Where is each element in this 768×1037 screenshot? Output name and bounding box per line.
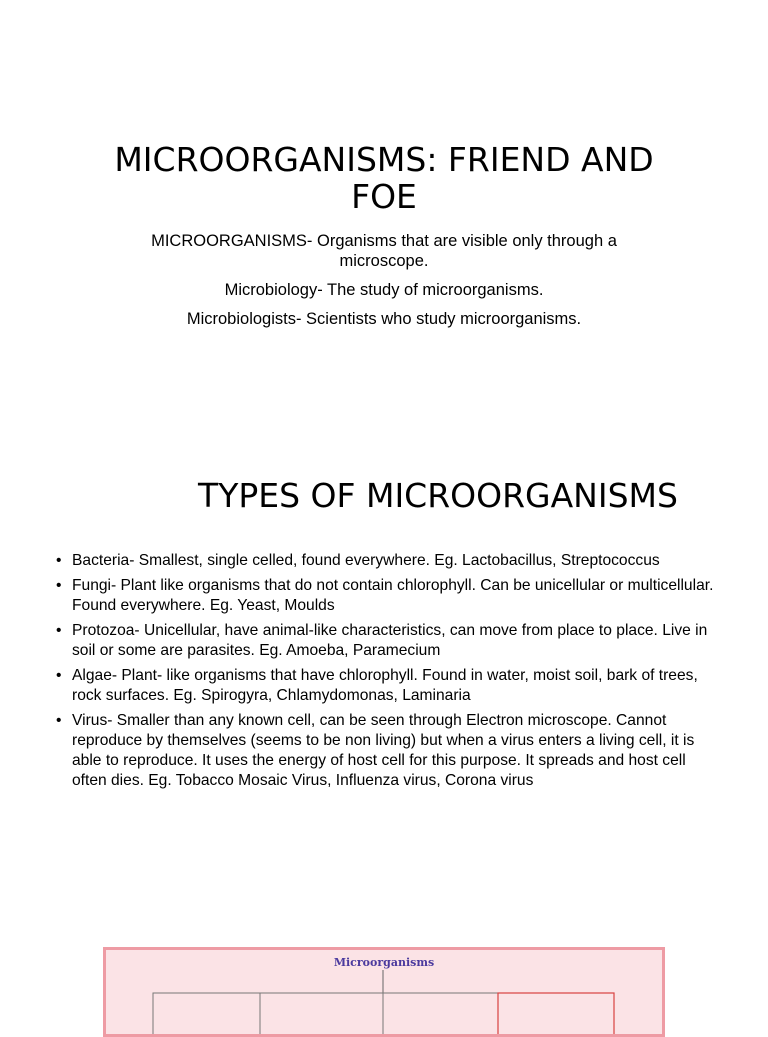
- list-item-bacteria: [56, 551, 716, 571]
- bullet-icon: •: [56, 577, 62, 594]
- types-heading: TYPES OF MICROORGANISMS: [198, 476, 678, 515]
- list-item-text: Fungi- Plant like organisms that do not contain chlorophyll. Can be unicellular or multicellular. Found everywhere. Eg. Yeast, Moulds: [72, 577, 714, 614]
- bullet-icon: •: [56, 622, 62, 639]
- definition-microbiologists: Microbiologists- Scientists who study microorganisms.: [186, 310, 582, 328]
- diagram-tree: [106, 950, 662, 1034]
- definitions-block: [110, 231, 658, 338]
- definition-microorganisms: MICROORGANISMS- Organisms that are visible only through a microscope.: [151, 232, 617, 270]
- list-item-text: Protozoa- Unicellular, have animal-like characteristics, can move from place to place. Live in soil or some are parasites. Eg. Amoeba, Paramecium: [72, 622, 708, 659]
- diagram-box-3: [383, 993, 498, 1034]
- bullet-icon: •: [56, 552, 62, 569]
- diagram-box-2: [260, 993, 383, 1034]
- diagram-box-4: [498, 993, 614, 1034]
- diagram-box-1: [153, 993, 260, 1034]
- list-item-protozoa: [56, 621, 716, 661]
- definition-microbiology: Microbiology- The study of microorganisms.: [224, 281, 544, 299]
- bullet-icon: •: [56, 667, 62, 684]
- bullet-icon: •: [56, 712, 62, 729]
- list-item-text: Virus- Smaller than any known cell, can be seen through Electron microscope. Cannot reproduce by themselves (seems to be non living) but when a virus enters a living cell, it is able to reproduce. It uses the energy of host cell for this purpose. It spreads and host cell often dies. Eg. Tobacco Mosaic Virus, Influenza virus, Corona virus: [72, 712, 695, 789]
- list-item-text: Bacteria- Smallest, single celled, found everywhere. Eg. Lactobacillus, Streptococcus: [72, 552, 660, 569]
- list-item-fungi: [56, 576, 716, 616]
- list-item-virus: [56, 711, 716, 791]
- slide-title: MICROORGANISMS: FRIEND AND FOE: [114, 140, 654, 216]
- types-list: [56, 551, 716, 796]
- diagram-title: Microorganisms: [333, 956, 435, 969]
- list-item-algae: [56, 666, 716, 706]
- list-item-text: Algae- Plant- like organisms that have chlorophyll. Found in water, moist soil, bark of trees, rock surfaces. Eg. Spirogyra, Chlamydomonas, Laminaria: [72, 667, 698, 704]
